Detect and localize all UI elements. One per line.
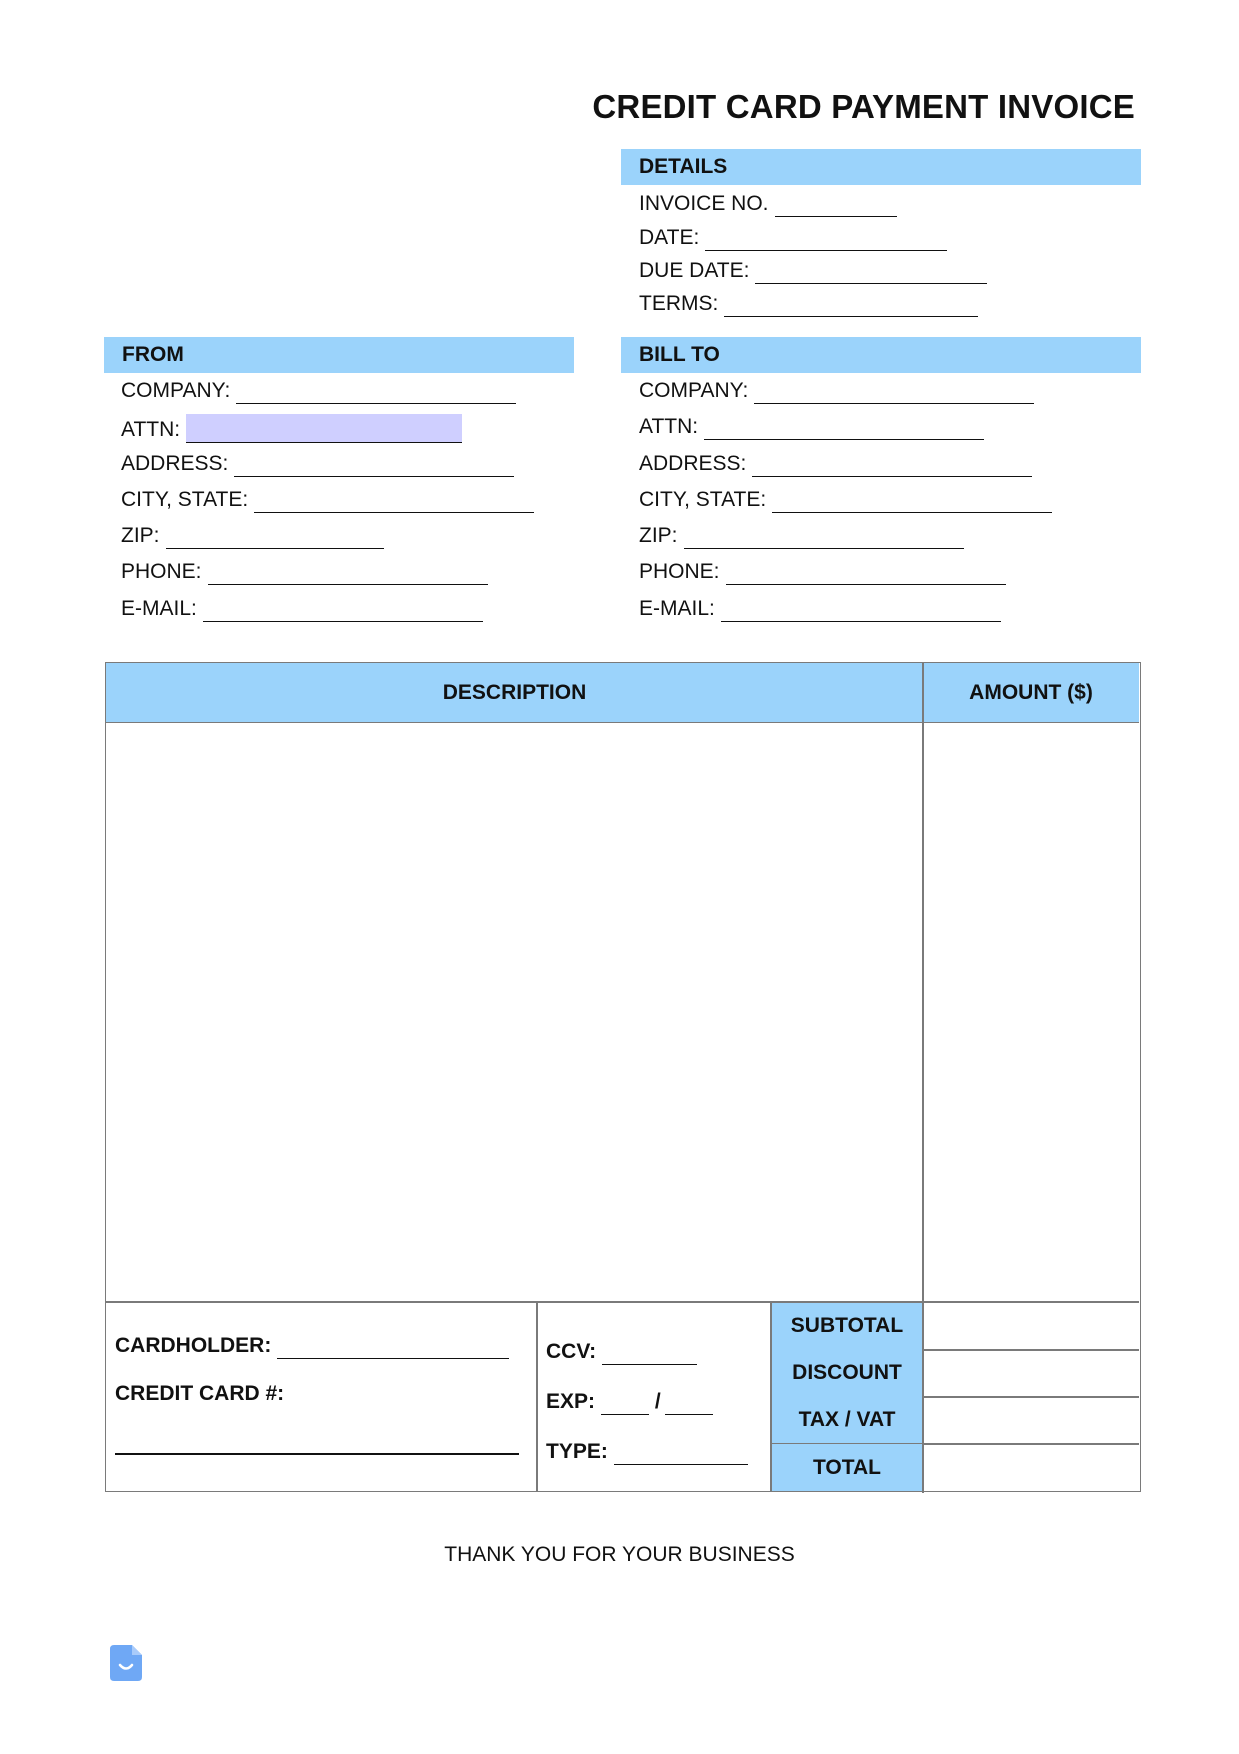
bill-zip-blank[interactable] (684, 528, 964, 549)
ccv-field[interactable] (546, 1339, 697, 1365)
bill-to-header: BILL TO (621, 337, 1141, 373)
from-email-field[interactable] (121, 596, 483, 622)
from-city-state-label: CITY, STATE: (121, 488, 249, 511)
from-attn-field[interactable] (121, 414, 462, 440)
bill-address-blank[interactable] (752, 456, 1032, 477)
invoice-table (105, 662, 1141, 1492)
subtotal-value[interactable] (924, 1303, 1138, 1349)
bill-email-field[interactable] (639, 596, 1001, 622)
from-attn-input[interactable] (186, 414, 462, 443)
from-phone-field[interactable] (121, 559, 488, 585)
due-date-blank[interactable] (755, 263, 987, 284)
ccv-label: CCV: (546, 1340, 597, 1363)
bill-phone-label: PHONE: (639, 560, 720, 583)
type-field[interactable] (546, 1439, 748, 1465)
from-city-state-field[interactable] (121, 487, 534, 513)
credit-card-blank[interactable] (115, 1453, 519, 1455)
amount-area[interactable] (924, 723, 1138, 1301)
bill-city-state-field[interactable] (639, 487, 1052, 513)
bill-attn-field[interactable] (639, 414, 984, 440)
bill-phone-blank[interactable] (726, 564, 1006, 585)
bill-company-blank[interactable] (754, 383, 1034, 404)
from-phone-label: PHONE: (121, 560, 202, 583)
description-header: DESCRIPTION (106, 663, 923, 723)
cardholder-blank[interactable] (277, 1338, 509, 1359)
from-company-field[interactable] (121, 378, 516, 404)
from-address-label: ADDRESS: (121, 452, 229, 475)
from-email-label: E-MAIL: (121, 597, 197, 620)
exp-year-blank[interactable] (665, 1394, 713, 1415)
tax-value[interactable] (924, 1398, 1138, 1443)
payment-divider-1 (536, 1301, 538, 1491)
bill-zip-field[interactable] (639, 523, 964, 549)
terms-label: TERMS: (639, 292, 719, 315)
date-label: DATE: (639, 226, 700, 249)
thank-you-footer: THANK YOU FOR YOUR BUSINESS (444, 1543, 795, 1566)
invoice-no-label: INVOICE NO. (639, 192, 769, 215)
from-zip-field[interactable] (121, 523, 384, 549)
type-label: TYPE: (546, 1440, 608, 1463)
due-date-field[interactable] (639, 258, 987, 284)
exp-month-blank[interactable] (601, 1394, 649, 1415)
invoice-no-blank[interactable] (775, 196, 897, 217)
from-company-label: COMPANY: (121, 379, 231, 402)
total-label: TOTAL (772, 1443, 922, 1491)
invoice-no-field[interactable] (639, 191, 897, 217)
from-address-field[interactable] (121, 451, 514, 477)
exp-label: EXP: (546, 1390, 596, 1413)
bill-city-state-label: CITY, STATE: (639, 488, 767, 511)
from-phone-blank[interactable] (208, 564, 488, 585)
bill-email-label: E-MAIL: (639, 597, 715, 620)
description-area[interactable] (106, 723, 922, 1301)
from-address-blank[interactable] (234, 456, 514, 477)
details-header: DETAILS (621, 149, 1141, 185)
credit-card-label: CREDIT CARD #: (115, 1382, 285, 1405)
date-field[interactable] (639, 225, 947, 251)
bill-address-field[interactable] (639, 451, 1032, 477)
page-title: CREDIT CARD PAYMENT INVOICE (592, 88, 1135, 125)
bill-attn-label: ATTN: (639, 415, 699, 438)
exp-separator: / (654, 1390, 661, 1413)
cardholder-label: CARDHOLDER: (115, 1334, 272, 1357)
from-city-state-blank[interactable] (254, 492, 534, 513)
ccv-blank[interactable] (602, 1344, 697, 1365)
due-date-label: DUE DATE: (639, 259, 750, 282)
from-header: FROM (104, 337, 574, 373)
date-blank[interactable] (705, 230, 947, 251)
bill-address-label: ADDRESS: (639, 452, 747, 475)
from-zip-label: ZIP: (121, 524, 160, 547)
exp-field[interactable] (546, 1389, 713, 1415)
bill-company-label: COMPANY: (639, 379, 749, 402)
bill-city-state-blank[interactable] (772, 492, 1052, 513)
tax-label: TAX / VAT (772, 1396, 922, 1443)
total-value[interactable] (924, 1445, 1138, 1491)
from-zip-blank[interactable] (166, 528, 384, 549)
from-attn-label: ATTN: (121, 418, 181, 441)
terms-field[interactable] (639, 291, 978, 317)
bill-phone-field[interactable] (639, 559, 1006, 585)
amount-header: AMOUNT ($) (923, 663, 1139, 723)
discount-value[interactable] (924, 1351, 1138, 1396)
discount-label: DISCOUNT (772, 1349, 922, 1396)
document-smile-icon (110, 1645, 142, 1681)
from-email-blank[interactable] (203, 601, 483, 622)
from-company-blank[interactable] (236, 383, 516, 404)
subtotal-label: SUBTOTAL (772, 1303, 922, 1349)
bill-email-blank[interactable] (721, 601, 1001, 622)
terms-blank[interactable] (724, 296, 978, 317)
cardholder-field[interactable] (115, 1333, 509, 1359)
bill-company-field[interactable] (639, 378, 1034, 404)
bill-attn-blank[interactable] (704, 419, 984, 440)
type-blank[interactable] (614, 1444, 748, 1465)
bill-zip-label: ZIP: (639, 524, 678, 547)
